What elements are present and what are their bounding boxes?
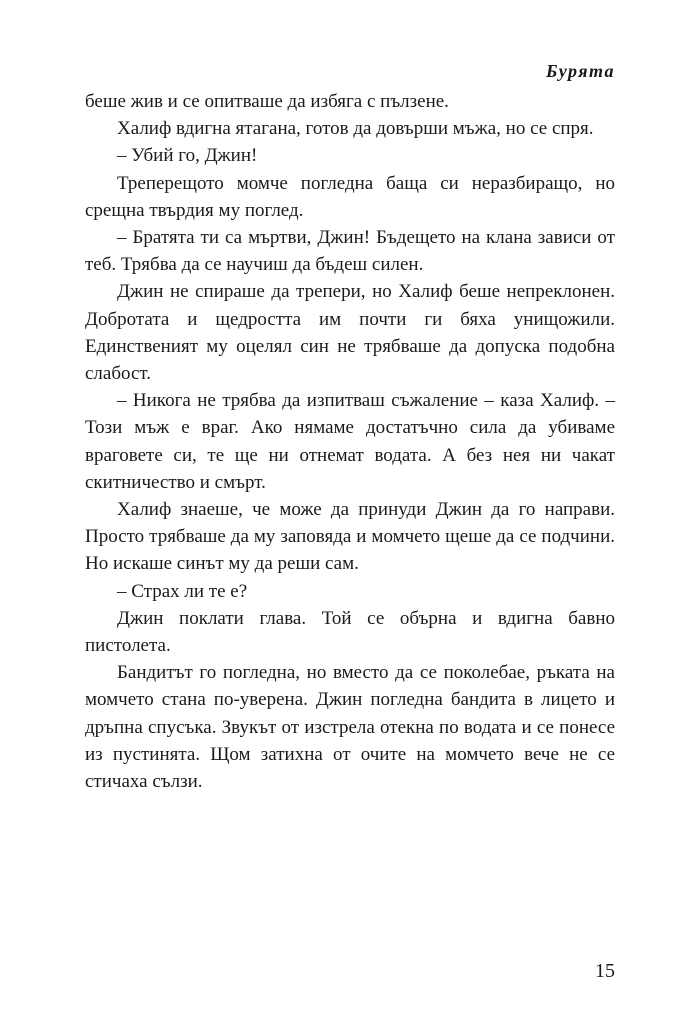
page-number: 15 (595, 960, 615, 982)
paragraph: беше жив и се опитваше да избяга с пълзене. (85, 91, 449, 112)
paragraph: – Братята ти са мъртви, Джин! Бъдещето на клана зависи от теб. Трябва да се научиш да бъдеш силен. (85, 227, 615, 276)
body-text (85, 88, 615, 795)
paragraph: – Убий го, Джин! (117, 145, 258, 167)
running-header: Бурята (545, 61, 615, 81)
paragraph: Халиф знаеше, че може да принуди Джин да го направи. Просто трябваше да му заповяда и момчето щеше да се подчини. Но искаше синът му да реши сам. (85, 499, 615, 575)
paragraph: – Страх ли те е? (117, 580, 248, 602)
paragraph: Треперещото момче погледна баща си неразбиращо, но срещна твърдия му поглед. (85, 172, 615, 221)
paragraph: Джин поклати глава. Той се обърна и вдигна бавно пистолета. (85, 607, 615, 657)
paragraph: Бандитът го погледна, но вместо да се поколебае, ръката на момчето стана по-уверена. Джин погледна бандита в лицето и дръпна спусъка. Звукът от изстрела отекна по водата и се понесе из пустинята. Щом затихна от очите на момчето вече не се стичаха сълзи. (85, 662, 615, 793)
paragraph: Джин не спираше да трепери, но Халиф беше непреклонен. Добротата и щедростта им почти ги бяха унищожили. Единственият му оцелял син не трябваше да допуска подобна слабост. (85, 281, 615, 385)
paragraph: – Никога не трябва да изпитваш съжаление – каза Халиф. – Този мъж е враг. Ако нямаме достатъчно сила да убиваме враговете си, те ще ни отнемат водата. А без нея ни чакат скитничество и смърт. (85, 390, 615, 493)
paragraph: Халиф вдигна ятагана, готов да довърши мъжа, но се спря. (117, 118, 594, 140)
